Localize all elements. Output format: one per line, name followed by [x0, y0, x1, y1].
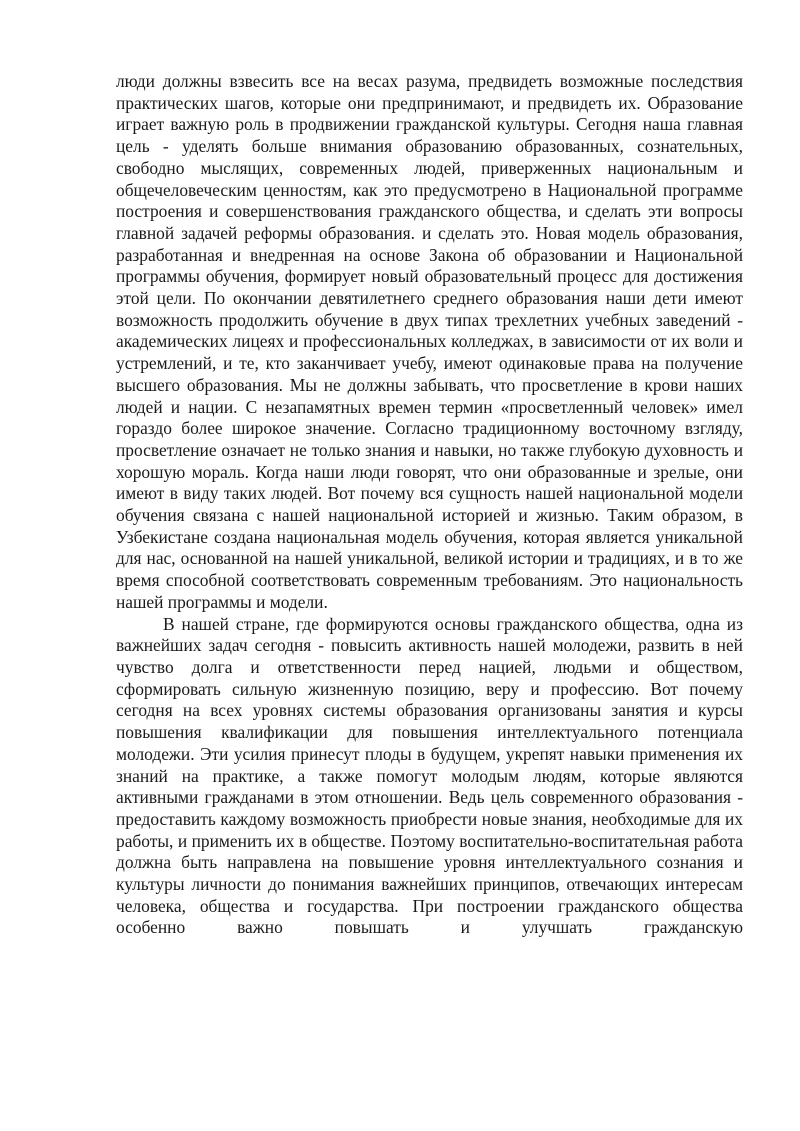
document-page [116, 71, 743, 939]
paragraph-2: В нашей стране, где формируются основы гражданского общества, одна из важнейших задач сегодня - повысить активность нашей молодежи, развить в ней чувство долга и ответственности перед нацией, людьми и обществом, сформировать сильную жизненную позицию, веру и профессию. Вот почему сегодня на всех уровнях системы образования организованы занятия и курсы повышения квалификации для повышения интеллектуального потенциала молодежи. Эти усилия принесут плоды в будущем, укрепят навыки применения их знаний на практике, а также помогут молодым людям, которые являются активными гражданами в этом отношении. Ведь цель современного образования - предоставить каждому возможность приобрести новые знания, необходимые для их работы, и применить их в обществе. Поэтому воспитательно-воспитательная работа должна быть направлена на повышение уровня интеллектуального сознания и культуры личности до понимания важнейших принципов, отвечающих интересам человека, общества и государства. При построении гражданского общества особенно важно повышать и улучшать гражданскую [116, 613, 743, 938]
paragraph-1: люди должны взвесить все на весах разума, предвидеть возможные последствия практических шагов, которые они предпринимают, и предвидеть их. Образование играет важную роль в продвижении гражданской культуры. Сегодня наша главная цель - уделять больше внимания образованию образованных, сознательных, свободно мыслящих, современных людей, приверженных национальным и общечеловеческим ценностям, как это предусмотрено в Национальной программе построения и совершенствования гражданского общества, и сделать эти вопросы главной задачей реформы образования. и сделать это. Новая модель образования, разработанная и внедренная на основе Закона об образовании и Национальной программы обучения, формирует новый образовательный процесс для достижения этой цели. По окончании девятилетнего среднего образования наши дети имеют возможность продолжить обучение в двух типах трехлетних учебных заведений - академических лицеях и профессиональных колледжах, в зависимости от их воли и устремлений, и те, кто заканчивает учебу, имеют одинаковые права на получение высшего образования. Мы не должны забывать, что просветление в крови наших людей и нации. С незапамятных времен термин «просветленный человек» имел гораздо более широкое значение. Согласно традиционному восточному взгляду, просветление означает не только знания и навыки, но также глубокую духовность и хорошую мораль. Когда наши люди говорят, что они образованные и зрелые, они имеют в виду таких людей. Вот почему вся сущность нашей национальной модели обучения связана с нашей национальной историей и жизнью. Таким образом, в Узбекистане создана национальная модель обучения, которая является уникальной для нас, основанной на нашей уникальной, великой истории и традициях, и в то же время способной соответствовать современным требованиям. Это национальность нашей программы и модели. [116, 71, 743, 612]
